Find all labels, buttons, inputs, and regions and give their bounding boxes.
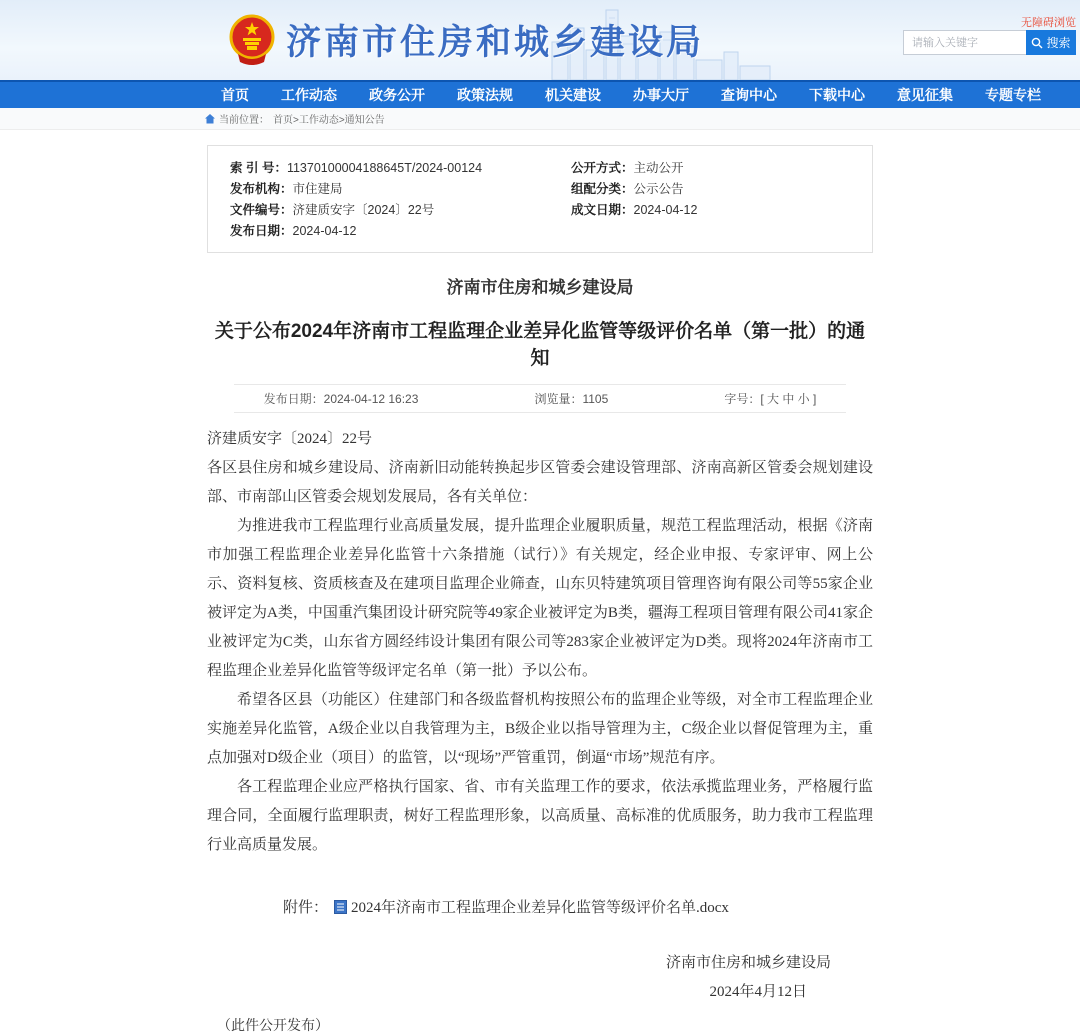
- signature-org: 济南市住房和城乡建设局: [665, 955, 831, 971]
- meta-publicity-mode: [571, 158, 850, 179]
- publish-value: 2024-04-12 16:23: [323, 392, 419, 406]
- document-body: [207, 425, 873, 860]
- site-header: [0, 0, 1080, 80]
- meta-document-number: [230, 200, 571, 221]
- nav-item-gov-info[interactable]: 政务公开: [369, 87, 425, 103]
- attachment-row: [207, 896, 873, 917]
- meta-value: 主动公开: [633, 161, 684, 175]
- site-title: 济南市住房和城乡建设局: [286, 23, 705, 62]
- document-page: [207, 145, 873, 1035]
- fontsize-options[interactable]: [ 大 中 小 ]: [760, 392, 817, 406]
- search-button[interactable]: [1026, 30, 1076, 55]
- meta-label: 发布日期：: [230, 224, 293, 238]
- meta-value: 济建质安字〔2024〕22号: [292, 203, 435, 217]
- document-meta-box: [207, 145, 873, 253]
- nav-item-work-news[interactable]: 工作动态: [281, 87, 337, 103]
- search-group: [903, 30, 1076, 55]
- nav-item-download-center[interactable]: 下载中心: [809, 87, 865, 103]
- meta-value: 公示公告: [633, 182, 684, 196]
- article-title: 关于公布2024年济南市工程监理企业差异化监管等级评价名单（第一批）的通知: [214, 321, 866, 369]
- nav-item-policies[interactable]: 政策法规: [457, 87, 513, 103]
- breadcrumb-path[interactable]: 首页>工作动态>通知公告: [273, 115, 385, 126]
- meta-value: 2024-04-12: [292, 224, 357, 238]
- paragraph-body-1: 为推进我市工程监理行业高质量发展，提升监理企业履职质量，规范工程监理活动，根据《济南市加强工程监理企业差异化监管十六条措施（试行）》有关规定，经企业申报、专家评审、网上公示、资料复核、资质核查及在建项目监理企业筛查，山东贝特建筑项目管理咨询有限公司等55家企业被评定为A类，中国重汽集团设计研究院等49家企业被评定为B类，疆海工程项目管理有限公司41家企业被评定为C类，山东省方圆经纬设计集团有限公司等283家企业被评定为D类。现将2024年济南市工程监理企业差异化监管等级评定名单（第一批）予以公布。: [207, 518, 873, 679]
- search-icon: [1031, 37, 1043, 49]
- nav-item-special-topics[interactable]: 专题专栏: [985, 87, 1041, 103]
- meta-publish-date: [230, 221, 571, 242]
- breadcrumb: [0, 108, 1080, 130]
- meta-label: 公开方式：: [571, 161, 634, 175]
- site-brand: [228, 14, 704, 66]
- nav-item-agency[interactable]: 机关建设: [545, 87, 601, 103]
- issuing-org-title: 济南市住房和城乡建设局: [446, 278, 634, 297]
- search-button-label: 搜索: [1046, 36, 1071, 50]
- national-emblem-logo: [228, 14, 276, 66]
- meta-value: 11370100004188645T/2024-00124: [286, 161, 483, 175]
- signature-block: [207, 949, 873, 1007]
- meta-value: 市住建局: [292, 182, 343, 196]
- accessibility-link[interactable]: 无障碍浏览: [1021, 17, 1076, 29]
- meta-written-date: [571, 200, 850, 221]
- meta-issuing-agency: [230, 179, 571, 200]
- views-value: 1105: [582, 392, 609, 406]
- meta-index-number: [230, 158, 571, 179]
- article-meta-row: [234, 384, 847, 413]
- fontsize-label: 字号：: [724, 392, 761, 406]
- nav-item-feedback[interactable]: 意见征集: [897, 87, 953, 103]
- meta-category: [571, 179, 850, 200]
- meta-empty-cell: [571, 221, 850, 242]
- views-label: 浏览量：: [534, 392, 583, 406]
- meta-label: 发布机构：: [230, 182, 293, 196]
- search-input[interactable]: [903, 30, 1026, 55]
- publish-datetime: [264, 390, 419, 407]
- meta-label: 成文日期：: [571, 203, 634, 217]
- publish-label: 发布日期：: [263, 392, 324, 406]
- signature-date: 2024年4月12日: [709, 984, 807, 1000]
- public-release-note: （此件公开发布）: [217, 1019, 329, 1034]
- nav-item-home[interactable]: 首页: [221, 87, 249, 103]
- meta-value: 2024-04-12: [633, 203, 698, 217]
- meta-label: 索 引 号：: [230, 161, 287, 175]
- font-size-switcher[interactable]: [724, 390, 816, 407]
- attachment-link[interactable]: 2024年济南市工程监理企业差异化监管等级评价名单.docx: [351, 900, 729, 916]
- breadcrumb-prefix: 当前位置：: [219, 115, 269, 126]
- meta-label: 文件编号：: [230, 203, 293, 217]
- paragraph-salutation: 各区县住房和城乡建设局、济南新旧动能转换起步区管委会建设管理部、济南高新区管委会规划建设部、市南部山区管委会规划发展局，各有关单位：: [207, 460, 873, 505]
- main-nav: [0, 80, 1080, 108]
- home-icon: [205, 114, 215, 124]
- nav-item-query-center[interactable]: 查询中心: [721, 87, 777, 103]
- meta-label: 组配分类：: [571, 182, 634, 196]
- nav-item-service-hall[interactable]: 办事大厅: [633, 87, 689, 103]
- view-count: [534, 390, 608, 407]
- paragraph-body-2: 希望各区县（功能区）住建部门和各级监督机构按照公布的监理企业等级，对全市工程监理企业实施差异化监管，A级企业以自我管理为主，B级企业以指导管理为主，C级企业以督促管理为主，重点加强对D级企业（项目）的监管，以“现场”严管重罚，倒逼“市场”规范有序。: [207, 692, 873, 766]
- word-document-icon: [334, 900, 347, 914]
- attachment-label: 附件：: [283, 900, 329, 916]
- document-number-line: 济建质安字〔2024〕22号: [207, 431, 373, 447]
- paragraph-body-3: 各工程监理企业应严格执行国家、省、市有关监理工作的要求，依法承揽监理业务，严格履行监理合同，全面履行监理职责，树好工程监理形象，以高质量、高标准的优质服务，助力我市工程监理行业高质量发展。: [207, 779, 873, 853]
